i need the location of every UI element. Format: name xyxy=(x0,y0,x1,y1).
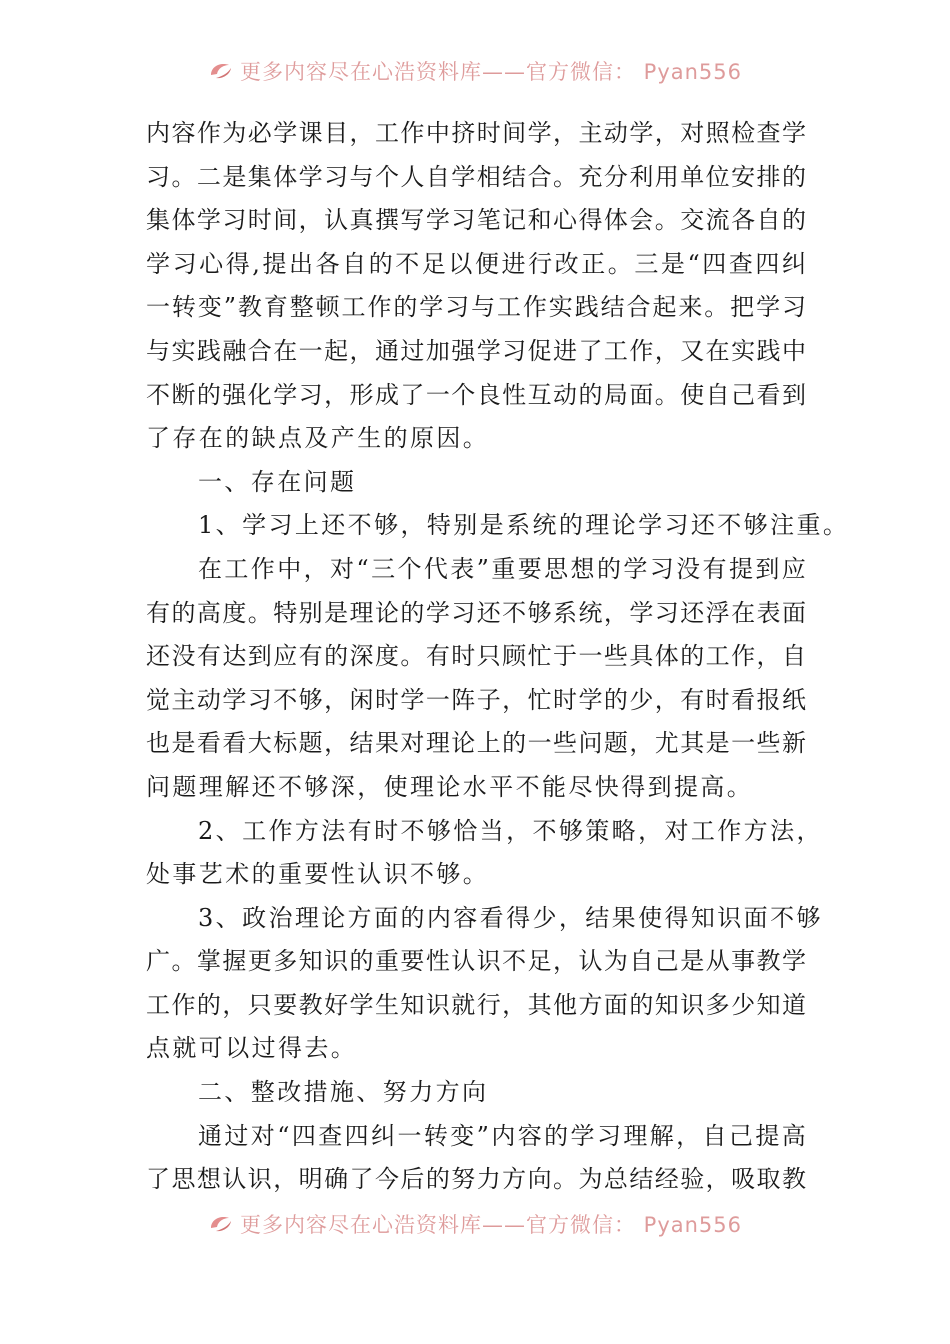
text-line: 在工作中，对“三个代表”重要思想的学习没有提到应 xyxy=(198,554,809,583)
header-watermark-text: 更多内容尽在心浩资料库——官方微信： Pyan556 xyxy=(239,60,743,84)
footer-watermark-text: 更多内容尽在心浩资料库——官方微信： Pyan556 xyxy=(239,1213,743,1237)
text-line: 了思想认识，明确了今后的努力方向。为总结经验，吸取教 xyxy=(146,1165,806,1194)
text-line: 觉主动学习不够，闲时学一阵子，忙时学的少，有时看报纸 xyxy=(146,685,806,714)
text-line: 内容作为必学课目，工作中挤时间学，主动学，对照检查学 xyxy=(146,119,806,147)
text-line: 不断的强化学习，形成了一个良性互动的局面。使自己看到 xyxy=(146,380,806,409)
text-line: 与实践融合在一起，通过加强学习促进了工作，又在实践中 xyxy=(146,336,806,365)
text-line: 3、政治理论方面的内容看得少，结果使得知识面不够 xyxy=(198,903,823,932)
text-line: 工作的，只要教好学生知识就行，其他方面的知识多少知道 xyxy=(146,990,806,1019)
text-line: 点就可以过得去。 xyxy=(146,1034,358,1063)
section-heading: 二、整改措施、努力方向 xyxy=(198,1078,489,1107)
text-line: 有的高度。特别是理论的学习还不够系统，学习还浮在表面 xyxy=(146,598,806,627)
brand-logo-icon xyxy=(208,60,234,87)
text-line: 学习心得,提出各自的不足以便进行改正。三是“四查四纠 xyxy=(146,249,806,278)
brand-logo-icon xyxy=(208,1213,234,1240)
text-line: 处事艺术的重要性认识不够。 xyxy=(146,860,490,889)
section-heading: 一、存在问题 xyxy=(198,467,357,496)
text-line: 集体学习时间，认真撰写学习笔记和心得体会。交流各自的 xyxy=(146,206,806,235)
text-line: 通过对“四查四纠一转变”内容的学习理解，自己提高 xyxy=(198,1121,809,1150)
text-line: 习。二是集体学习与个人自学相结合。充分利用单位安排的 xyxy=(146,162,806,191)
text-line: 2、工作方法有时不够恰当，不够策略，对工作方法， xyxy=(198,816,823,845)
footer-watermark xyxy=(0,1209,950,1240)
text-line: 一转变”教育整顿工作的学习与工作实践结合起来。把学习 xyxy=(146,293,806,322)
text-line: 了存在的缺点及产生的原因。 xyxy=(146,424,490,453)
text-line: 也是看看大标题，结果对理论上的一些问题，尤其是一些新 xyxy=(146,729,806,758)
document-body xyxy=(146,112,850,1202)
text-line: 1、学习上还不够，特别是系统的理论学习还不够注重。 xyxy=(198,511,850,540)
header-watermark xyxy=(0,56,950,87)
text-line: 还没有达到应有的深度。有时只顾忙于一些具体的工作，自 xyxy=(146,642,806,671)
text-line: 问题理解还不够深，使理论水平不能尽快得到提高。 xyxy=(146,772,754,801)
text-line: 广。掌握更多知识的重要性认识不足，认为自己是从事教学 xyxy=(146,947,806,976)
